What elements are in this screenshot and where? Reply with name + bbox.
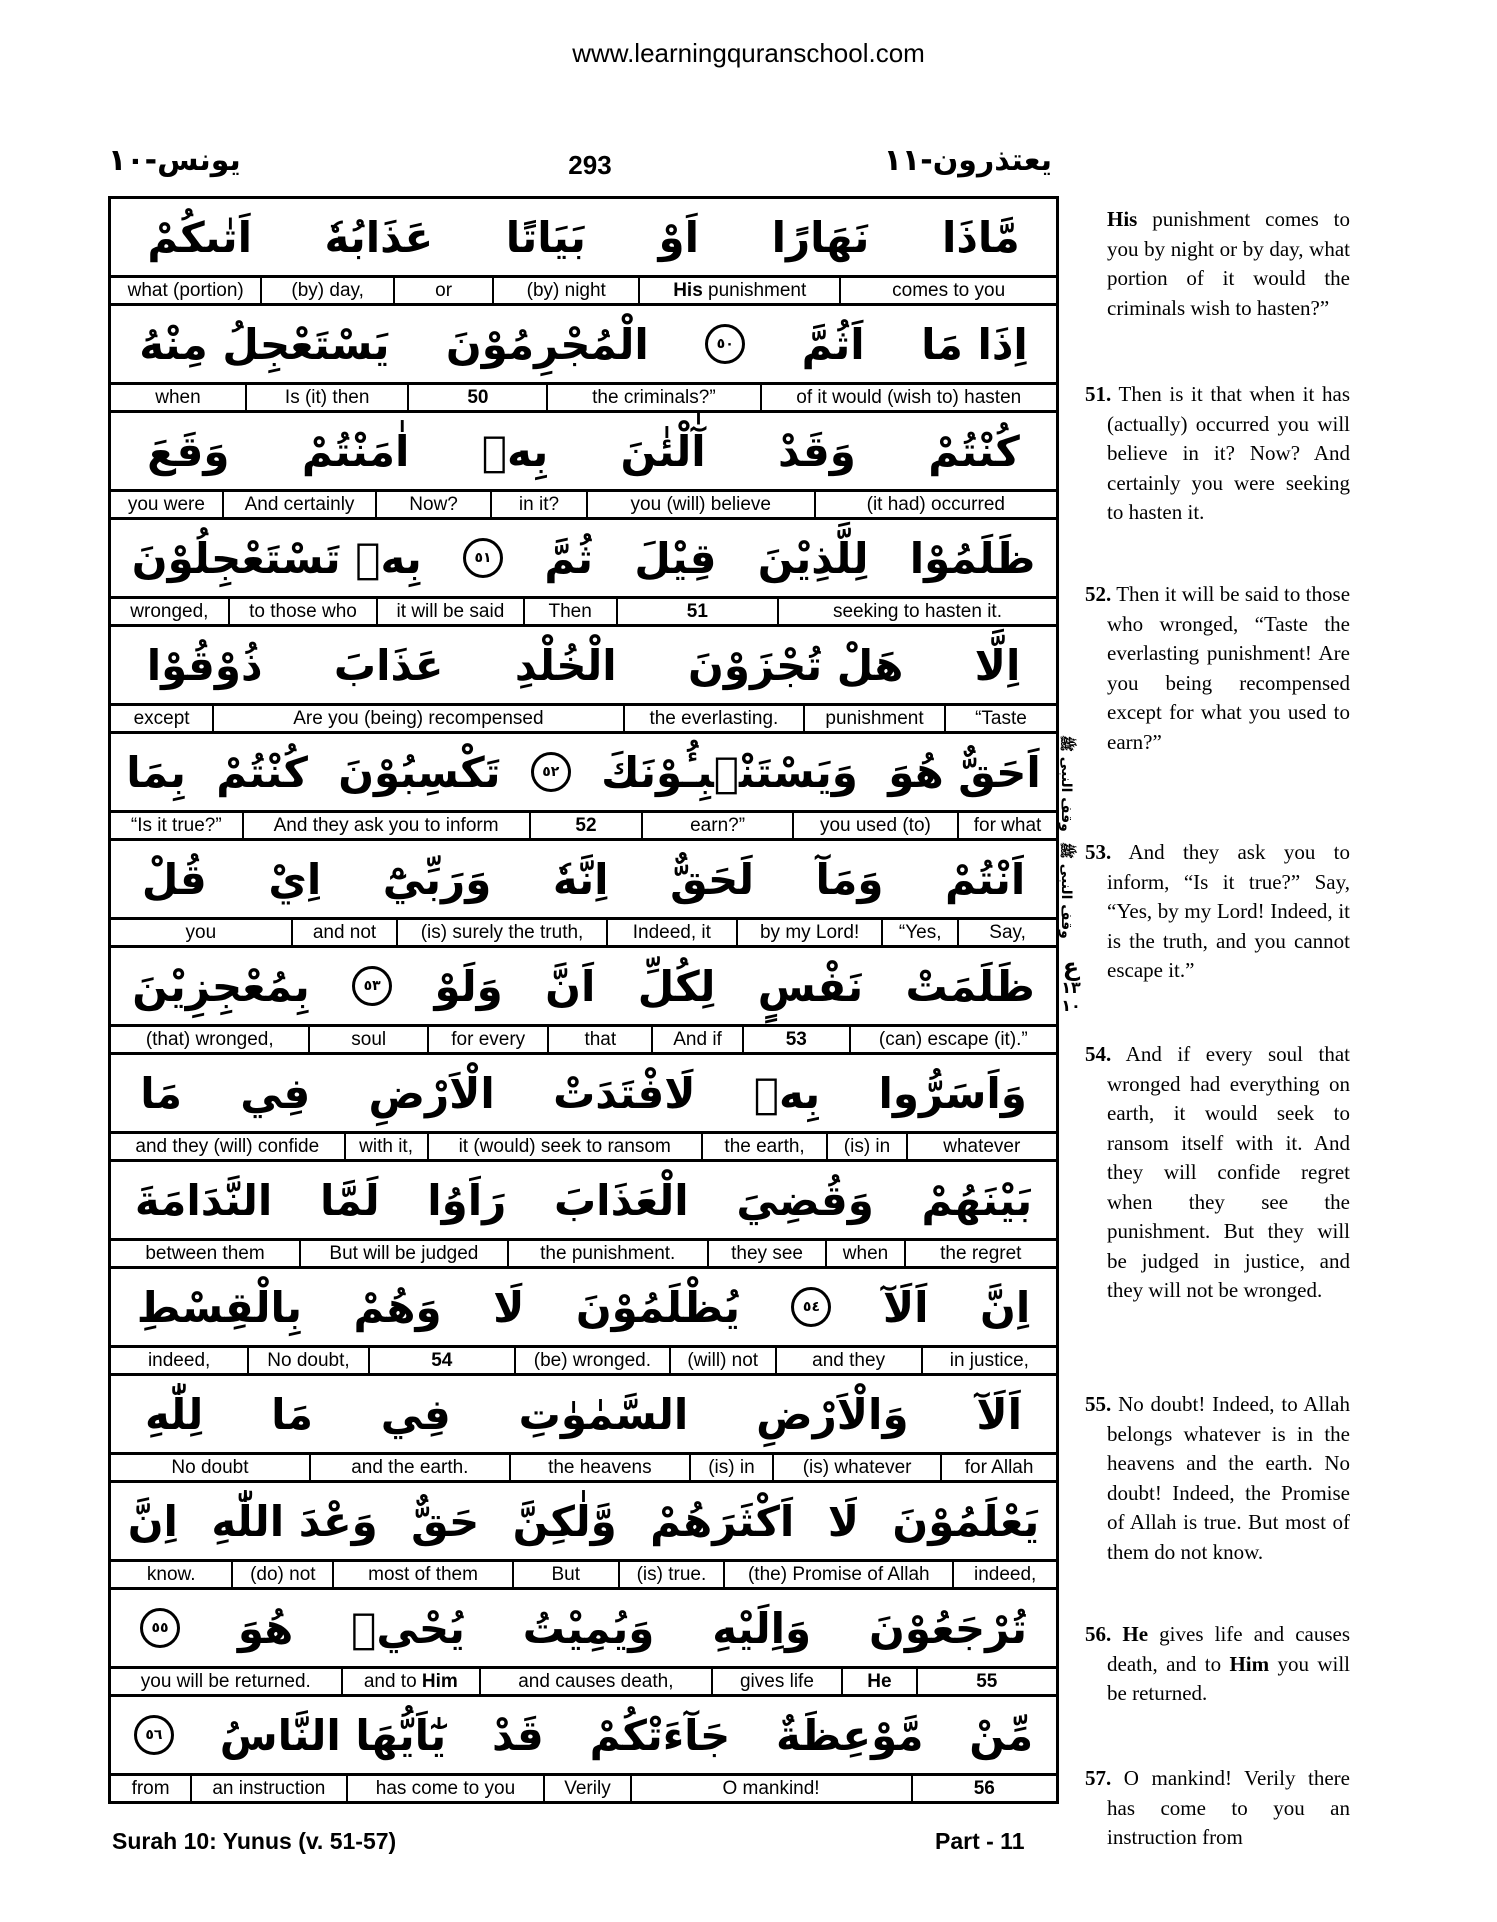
arabic-word: قُلْ bbox=[141, 854, 207, 904]
arabic-row bbox=[111, 199, 1056, 278]
verse-number: 51. bbox=[1085, 382, 1112, 406]
english-word-cell: punishment bbox=[803, 706, 944, 731]
bold-word: His bbox=[673, 280, 703, 301]
website-url: www.learningquranschool.com bbox=[572, 38, 925, 68]
english-row bbox=[111, 920, 1056, 945]
english-word-cell: the regret bbox=[904, 1241, 1056, 1266]
arabic-word: لَا bbox=[493, 1282, 525, 1332]
arabic-word: اِنَّ bbox=[127, 1496, 178, 1546]
english-word-cell: (is) true. bbox=[618, 1562, 724, 1587]
verse-row-pair bbox=[111, 627, 1056, 734]
english-word-cell: by my Lord! bbox=[736, 920, 881, 945]
english-word-cell: the heavens bbox=[509, 1455, 689, 1480]
english-word-cell: (will) not bbox=[669, 1348, 775, 1373]
translation-column bbox=[1085, 205, 1350, 323]
arabic-word: وَمَآ bbox=[815, 854, 884, 904]
english-word-cell: (the) Promise of Allah bbox=[723, 1562, 952, 1587]
bold-word: Him bbox=[1229, 1651, 1270, 1676]
english-word-cell: of it would (wish to) hasten bbox=[760, 385, 1056, 410]
arabic-word: ظَلَمُوْا bbox=[909, 533, 1036, 583]
english-word-cell: or bbox=[393, 278, 492, 303]
english-word-cell: has come to you bbox=[346, 1776, 544, 1801]
arabic-word: اَحَقٌّ هُوَ bbox=[888, 747, 1041, 797]
english-word-cell: And they ask you to inform bbox=[242, 813, 529, 838]
header-juz-name: يعتذرون-١١ bbox=[883, 143, 1052, 178]
translation-verse-50-cont bbox=[1085, 205, 1350, 323]
arabic-word: اَنْتُمْ bbox=[944, 854, 1026, 904]
arabic-word: اِنَّ bbox=[980, 1282, 1031, 1332]
ruku-sign: ع bbox=[1062, 953, 1080, 981]
arabic-word: يَسْتَعْجِلُ مِنْهُ bbox=[139, 319, 390, 369]
arabic-word: وَقَدْ bbox=[777, 426, 856, 476]
verse-number: 57. bbox=[1085, 1766, 1112, 1790]
verse-number: 56. bbox=[1085, 1622, 1112, 1646]
verse-row-pair bbox=[111, 520, 1056, 627]
english-word-cell: Verily bbox=[543, 1776, 629, 1801]
translation-verse-51 bbox=[1085, 380, 1350, 528]
arabic-word: بِهٖ bbox=[481, 426, 549, 476]
verse-row-pair bbox=[111, 1055, 1056, 1162]
arabic-row bbox=[111, 948, 1056, 1027]
footer-part: Part - 11 bbox=[935, 1828, 1025, 1854]
english-row bbox=[111, 706, 1056, 731]
verse-paragraph bbox=[1085, 380, 1350, 528]
ayah-number-marker: ٥٣ bbox=[352, 966, 392, 1006]
english-row bbox=[111, 1776, 1056, 1801]
english-word-cell bbox=[638, 278, 839, 303]
arabic-word: يَعْلَمُوْنَ bbox=[892, 1496, 1040, 1546]
english-word-cell: in it? bbox=[490, 492, 586, 517]
english-word-cell: (it had) occurred bbox=[814, 492, 1056, 517]
arabic-word: لَا bbox=[827, 1496, 859, 1546]
english-word-cell: except bbox=[133, 708, 190, 729]
english-word-cell: you will be returned. bbox=[140, 1671, 311, 1692]
verse-text: punishment comes to you by night or by day, what portion of it would the criminals wish to hasten?” bbox=[1107, 207, 1350, 320]
english-word-cell: (that) wronged, bbox=[145, 1029, 274, 1050]
arabic-word: جَآءَتْكُمْ bbox=[589, 1710, 731, 1760]
arabic-word: لَافْتَدَتْ bbox=[553, 1068, 696, 1118]
verse-number-cell: 52 bbox=[529, 813, 642, 838]
english-word-cell: whatever bbox=[906, 1134, 1056, 1159]
arabic-word: بِمَا bbox=[126, 747, 186, 797]
waqf-mark: وقف النبی ﷺ bbox=[1058, 735, 1074, 832]
verse-row-pair bbox=[111, 199, 1056, 306]
english-word-cell: (is) in bbox=[826, 1134, 905, 1159]
english-word-cell: gives life bbox=[711, 1669, 842, 1694]
verse-number: 52. bbox=[1085, 582, 1112, 606]
english-word-cell: (can) escape (it).” bbox=[849, 1027, 1056, 1052]
english-word-cell: and they (will) confide bbox=[135, 1136, 320, 1157]
page-number: 293 bbox=[568, 150, 612, 180]
english-word-cell: Are you (being) recompensed bbox=[212, 706, 623, 731]
arabic-word: مَّاذَا bbox=[941, 212, 1020, 262]
ayah-number-marker: ٥٦ bbox=[134, 1715, 174, 1755]
english-word-cell: for Allah bbox=[940, 1455, 1056, 1480]
arabic-word: كُنْتُمْ bbox=[928, 426, 1020, 476]
english-word-cell bbox=[341, 1669, 480, 1694]
english-word-cell: soul bbox=[308, 1027, 427, 1052]
arabic-word: وَرَبِّيْٓ bbox=[382, 854, 492, 904]
arabic-word: وَيُمِيْتُ bbox=[522, 1603, 655, 1653]
verse-text: Then is it that when it has (actually) occurred you will believe in it? Now? And certainly you were seeking to hasten it. bbox=[1107, 382, 1351, 524]
english-word-cell: and the earth. bbox=[309, 1455, 509, 1480]
arabic-row bbox=[111, 1590, 1056, 1669]
verse-number-cell: 55 bbox=[916, 1669, 1057, 1694]
footer-surah-info: Surah 10: Yunus (v. 51-57) bbox=[112, 1828, 397, 1854]
verse-paragraph bbox=[1085, 1390, 1350, 1567]
arabic-word: وَاَسَرُّوا bbox=[878, 1068, 1027, 1118]
english-word-cell: the punishment. bbox=[507, 1241, 707, 1266]
verse-row-pair bbox=[111, 841, 1056, 948]
english-word-cell: know. bbox=[146, 1564, 196, 1585]
arabic-word: وَعْدَ اللّٰهِ bbox=[211, 1496, 378, 1546]
english-row bbox=[111, 813, 1056, 838]
arabic-row bbox=[111, 1376, 1056, 1455]
english-word-cell: Say, bbox=[957, 920, 1056, 945]
verse-paragraph bbox=[1085, 1764, 1350, 1853]
verse-number-cell: 56 bbox=[911, 1776, 1056, 1801]
arabic-row bbox=[111, 520, 1056, 599]
verse-paragraph bbox=[1085, 580, 1350, 757]
arabic-word: بِالْقِسْطِ bbox=[136, 1282, 303, 1332]
english-row bbox=[111, 278, 1056, 303]
arabic-word: مِّنْ bbox=[969, 1710, 1034, 1760]
verse-paragraph bbox=[1085, 838, 1350, 986]
word-by-word-table bbox=[108, 196, 1059, 1804]
english-row bbox=[111, 385, 1056, 410]
arabic-word: وَلَوْ bbox=[434, 961, 503, 1011]
arabic-word: يُظْلَمُوْنَ bbox=[575, 1282, 740, 1332]
arabic-word: اَلَآ bbox=[882, 1282, 929, 1332]
ayah-number-marker: ٥٤ bbox=[791, 1287, 831, 1327]
arabic-word: اِيْ bbox=[268, 854, 322, 904]
arabic-word: السَّمٰوٰتِ bbox=[518, 1389, 689, 1439]
english-word-cell: and they bbox=[775, 1348, 921, 1373]
bold-word: He bbox=[1122, 1622, 1149, 1646]
arabic-word: اَثُمَّ bbox=[801, 319, 865, 369]
verse-row-pair bbox=[111, 1162, 1056, 1269]
english-word-cell: wronged, bbox=[130, 601, 209, 622]
english-word-cell: “Taste bbox=[944, 706, 1056, 731]
arabic-row bbox=[111, 841, 1056, 920]
arabic-word: وَّلٰكِنَّ bbox=[512, 1496, 617, 1546]
verse-row-pair bbox=[111, 413, 1056, 520]
verse-row-pair bbox=[111, 1376, 1056, 1483]
arabic-word: وَاِلَيْهِ bbox=[712, 1603, 812, 1653]
arabic-word: بَيَاتًا bbox=[505, 212, 586, 262]
arabic-word: كُنْتُمْ bbox=[216, 747, 308, 797]
arabic-word: لَمَّا bbox=[319, 1175, 380, 1225]
english-word-cell: to those who bbox=[228, 599, 376, 624]
verse-text: you will be returned. bbox=[1107, 1651, 1351, 1705]
arabic-word: بِهٖ bbox=[753, 1068, 821, 1118]
arabic-word: اِذَا مَا bbox=[921, 319, 1028, 369]
english-word-cell: “Yes, bbox=[881, 920, 957, 945]
ruku-mark bbox=[1058, 955, 1084, 1015]
verse-row-pair bbox=[111, 734, 1056, 841]
arabic-word: الْخُلْدِ bbox=[514, 640, 617, 690]
english-row bbox=[111, 1455, 1056, 1480]
english-row bbox=[111, 492, 1056, 517]
english-word-cell: between them bbox=[145, 1243, 265, 1264]
arabic-word: نَفْسٍ bbox=[757, 961, 864, 1011]
verse-row-pair bbox=[111, 1269, 1056, 1376]
english-word-cell: most of them bbox=[332, 1562, 512, 1587]
arabic-word: تَكْسِبُوْنَ bbox=[338, 747, 501, 797]
arabic-word: اٰمَنْتُمْ bbox=[301, 426, 410, 476]
english-word-cell: you used (to) bbox=[792, 813, 957, 838]
verse-number-cell: 53 bbox=[742, 1027, 849, 1052]
arabic-word: بَيْنَهُمْ bbox=[921, 1175, 1033, 1225]
arabic-word: تُرْجَعُوْنَ bbox=[869, 1603, 1028, 1653]
english-word-cell: Now? bbox=[375, 492, 490, 517]
ruku-number: ١٣ bbox=[1061, 978, 1081, 997]
arabic-word: هُوَ bbox=[237, 1603, 294, 1653]
english-word-cell: it (would) seek to ransom bbox=[427, 1134, 701, 1159]
english-word-cell: seeking to hasten it. bbox=[777, 599, 1056, 624]
arabic-word: لِلَّذِيْنَ bbox=[757, 533, 869, 583]
word-text: and to bbox=[363, 1671, 422, 1692]
verse-number: 55. bbox=[1085, 1392, 1112, 1416]
english-row bbox=[111, 599, 1056, 624]
header-surah-name: يونس-١٠ bbox=[108, 143, 241, 178]
verse-row-pair bbox=[111, 1483, 1056, 1590]
arabic-word: مَا bbox=[140, 1068, 182, 1118]
english-word-cell: comes to you bbox=[839, 278, 1056, 303]
english-word-cell: (by) day, bbox=[260, 278, 393, 303]
arabic-word: وَقَعَ bbox=[147, 426, 230, 476]
arabic-word: رَاَوُا bbox=[427, 1175, 507, 1225]
verse-row-pair bbox=[111, 1697, 1056, 1801]
english-word-cell: (is) surely the truth, bbox=[396, 920, 605, 945]
arabic-word: نَهَارًا bbox=[771, 212, 870, 262]
verse-number: 53. bbox=[1085, 840, 1112, 864]
english-row bbox=[111, 1669, 1056, 1694]
arabic-row bbox=[111, 734, 1056, 813]
arabic-word: وَهُمْ bbox=[353, 1282, 442, 1332]
english-word-cell: and not bbox=[291, 920, 397, 945]
arabic-word: قَدْ bbox=[492, 1710, 544, 1760]
verse-number-cell: 50 bbox=[407, 385, 546, 410]
english-word-cell: from bbox=[131, 1778, 170, 1799]
english-word-cell: when bbox=[825, 1241, 903, 1266]
verse-text: Then it will be said to those who wronged, “Taste the everlasting punishment! Are you being recompensed except for what you used to earn?” bbox=[1107, 582, 1351, 754]
english-word-cell: that bbox=[547, 1027, 651, 1052]
arabic-word: وَالْاَرْضِ bbox=[756, 1389, 909, 1439]
translation-verse-57 bbox=[1085, 1764, 1350, 1853]
verse-number-cell: He bbox=[841, 1669, 915, 1694]
arabic-row bbox=[111, 1697, 1056, 1776]
arabic-row bbox=[111, 627, 1056, 706]
translation-verse-52 bbox=[1085, 580, 1350, 757]
arabic-row bbox=[111, 1269, 1056, 1348]
arabic-word: بِهٖ تَسْتَعْجِلُوْنَ bbox=[131, 533, 422, 583]
english-word-cell: Then bbox=[523, 599, 616, 624]
arabic-word: قِيْلَ bbox=[634, 533, 717, 583]
english-word-cell: (is) whatever bbox=[772, 1455, 940, 1480]
verse-row-pair bbox=[111, 306, 1056, 413]
english-word-cell: And if bbox=[651, 1027, 742, 1052]
arabic-word: الْاَرْضِ bbox=[368, 1068, 495, 1118]
arabic-word: بِمُعْجِزِيْنَ bbox=[132, 961, 310, 1011]
english-word-cell: it will be said bbox=[376, 599, 522, 624]
english-word-cell: indeed, bbox=[952, 1562, 1056, 1587]
english-row bbox=[111, 1027, 1056, 1052]
arabic-word: لَحَقٌّ bbox=[670, 854, 754, 904]
english-word-cell: what (portion) bbox=[127, 280, 244, 301]
arabic-row bbox=[111, 1162, 1056, 1241]
english-word-cell: for every bbox=[427, 1027, 547, 1052]
arabic-word: الْمُجْرِمُوْنَ bbox=[445, 319, 649, 369]
arabic-row bbox=[111, 1055, 1056, 1134]
english-word-cell: when bbox=[155, 387, 201, 408]
english-word-cell: indeed, bbox=[147, 1350, 211, 1371]
arabic-word: يُحْيٖ bbox=[351, 1603, 465, 1653]
arabic-word: اَلَآ bbox=[976, 1389, 1023, 1439]
english-word-cell: you were bbox=[127, 494, 205, 515]
arabic-word: اَتٰىكُمْ bbox=[147, 212, 252, 262]
bold-word: His bbox=[1107, 207, 1138, 231]
english-word-cell: earn?” bbox=[641, 813, 791, 838]
arabic-word: عَذَابَ bbox=[333, 640, 444, 690]
verse-number-cell: 54 bbox=[368, 1348, 514, 1373]
english-word-cell: with it, bbox=[344, 1134, 427, 1159]
arabic-word: عَذَابُهٗ bbox=[324, 212, 434, 262]
verse-text: O mankind! Verily there has come to you an instruction from bbox=[1107, 1766, 1350, 1849]
arabic-word: اَنَّ bbox=[545, 961, 596, 1011]
english-word-cell: for what bbox=[957, 813, 1056, 838]
arabic-word: فِي bbox=[380, 1389, 451, 1439]
english-word-cell: you bbox=[185, 922, 217, 943]
english-word-cell: in justice, bbox=[921, 1348, 1056, 1373]
arabic-word: اِلَّا bbox=[974, 640, 1021, 690]
verse-text: gives life and causes death, and to bbox=[1107, 1622, 1350, 1676]
arabic-row bbox=[111, 413, 1056, 492]
arabic-row bbox=[111, 1483, 1056, 1562]
arabic-word: اِنَّهٗ bbox=[552, 854, 609, 904]
english-row bbox=[111, 1241, 1056, 1266]
english-word-cell: But will be judged bbox=[299, 1241, 507, 1266]
arabic-word: الْعَذَابَ bbox=[553, 1175, 689, 1225]
arabic-word: ذُوْقُوْا bbox=[146, 640, 263, 690]
verse-number-cell: 51 bbox=[616, 599, 777, 624]
english-word-cell: And certainly bbox=[222, 492, 375, 517]
verse-text: No doubt! Indeed, to Allah belongs whatever is in the heavens and the earth. No doubt! Indeed, the Promise of Allah is true. But most of them do not know. bbox=[1107, 1392, 1350, 1564]
verse-text: And if every soul that wronged had everything on earth, it would seek to ransom itself with it. And they will confide regret when they see the punishment. But they will be judged in justice, and they will not be wronged. bbox=[1107, 1042, 1351, 1302]
english-row bbox=[111, 1134, 1056, 1159]
english-row bbox=[111, 1562, 1056, 1587]
verse-number: 54. bbox=[1085, 1042, 1112, 1066]
arabic-word: اَوْ bbox=[658, 212, 700, 262]
verse-text: And they ask you to inform, “Is it true?” Say, “Yes, by my Lord! Indeed, it is the truth, and you cannot escape it.” bbox=[1107, 840, 1351, 982]
english-word-cell: O mankind! bbox=[630, 1776, 911, 1801]
english-word-cell: the earth, bbox=[701, 1134, 827, 1159]
waqf-mark: وقف النبی ﷺ bbox=[1058, 842, 1074, 939]
word-text: punishment bbox=[702, 280, 807, 301]
english-word-cell: (be) wronged. bbox=[514, 1348, 669, 1373]
verse-row-pair bbox=[111, 948, 1056, 1055]
arabic-word: فِي bbox=[240, 1068, 311, 1118]
english-word-cell: No doubt bbox=[171, 1457, 249, 1478]
arabic-word: لِلّٰهِ bbox=[144, 1389, 204, 1439]
english-word-cell: (do) not bbox=[231, 1562, 332, 1587]
english-word-cell: No doubt, bbox=[247, 1348, 367, 1373]
english-word-cell: (is) in bbox=[689, 1455, 772, 1480]
english-word-cell: the criminals?” bbox=[546, 385, 759, 410]
verse-paragraph bbox=[1085, 1040, 1350, 1306]
verse-paragraph bbox=[1085, 1620, 1350, 1709]
arabic-word: يٰٓاَيُّهَا النَّاسُ bbox=[219, 1710, 447, 1760]
english-word-cell: (by) night bbox=[492, 278, 638, 303]
arabic-word: ثُمَّ bbox=[544, 533, 594, 583]
ayah-number-marker: ٥٢ bbox=[531, 752, 571, 792]
ayah-number-marker: ٥١ bbox=[463, 538, 503, 578]
arabic-word: اَكْثَرَهُمْ bbox=[650, 1496, 795, 1546]
english-word-cell: and causes death, bbox=[479, 1669, 711, 1694]
english-word-cell: the everlasting. bbox=[623, 706, 803, 731]
arabic-word: مَا bbox=[271, 1389, 313, 1439]
english-word-cell: Indeed, it bbox=[606, 920, 736, 945]
english-word-cell: they see bbox=[707, 1241, 826, 1266]
english-word-cell: an instruction bbox=[190, 1776, 345, 1801]
english-word-cell: you (will) believe bbox=[586, 492, 814, 517]
translation-verse-56 bbox=[1085, 1620, 1350, 1709]
translation-verse-55 bbox=[1085, 1390, 1350, 1567]
arabic-word: حَقٌّ bbox=[411, 1496, 480, 1546]
arabic-word: ظَلَمَتْ bbox=[905, 961, 1035, 1011]
arabic-word: لِكُلِّ bbox=[637, 961, 716, 1011]
bold-word: Him bbox=[421, 1671, 458, 1692]
english-word-cell: “Is it true?” bbox=[130, 815, 222, 836]
translation-verse-53 bbox=[1085, 838, 1350, 986]
ayah-number-marker: ٥٥ bbox=[140, 1608, 180, 1648]
english-row bbox=[111, 1348, 1056, 1373]
translation-verse-54 bbox=[1085, 1040, 1350, 1306]
verse-row-pair bbox=[111, 1590, 1056, 1697]
arabic-word: هَلْ تُجْزَوْنَ bbox=[687, 640, 904, 690]
arabic-row bbox=[111, 306, 1056, 385]
arabic-word: آٰلْئٰنَ bbox=[620, 426, 706, 476]
english-word-cell: Is (it) then bbox=[245, 385, 408, 410]
arabic-word: وَيَسْتَنْۢبِـُٔوْنَكَ bbox=[601, 747, 858, 797]
arabic-word: النَّدَامَةَ bbox=[134, 1175, 273, 1225]
ayah-number-marker: ٥٠ bbox=[705, 324, 745, 364]
arabic-word: وَقُضِيَ bbox=[736, 1175, 874, 1225]
arabic-word: مَّوْعِظَةٌ bbox=[776, 1710, 924, 1760]
ruku-sub-number: ١٠ bbox=[1061, 996, 1081, 1015]
english-word-cell: But bbox=[512, 1562, 618, 1587]
